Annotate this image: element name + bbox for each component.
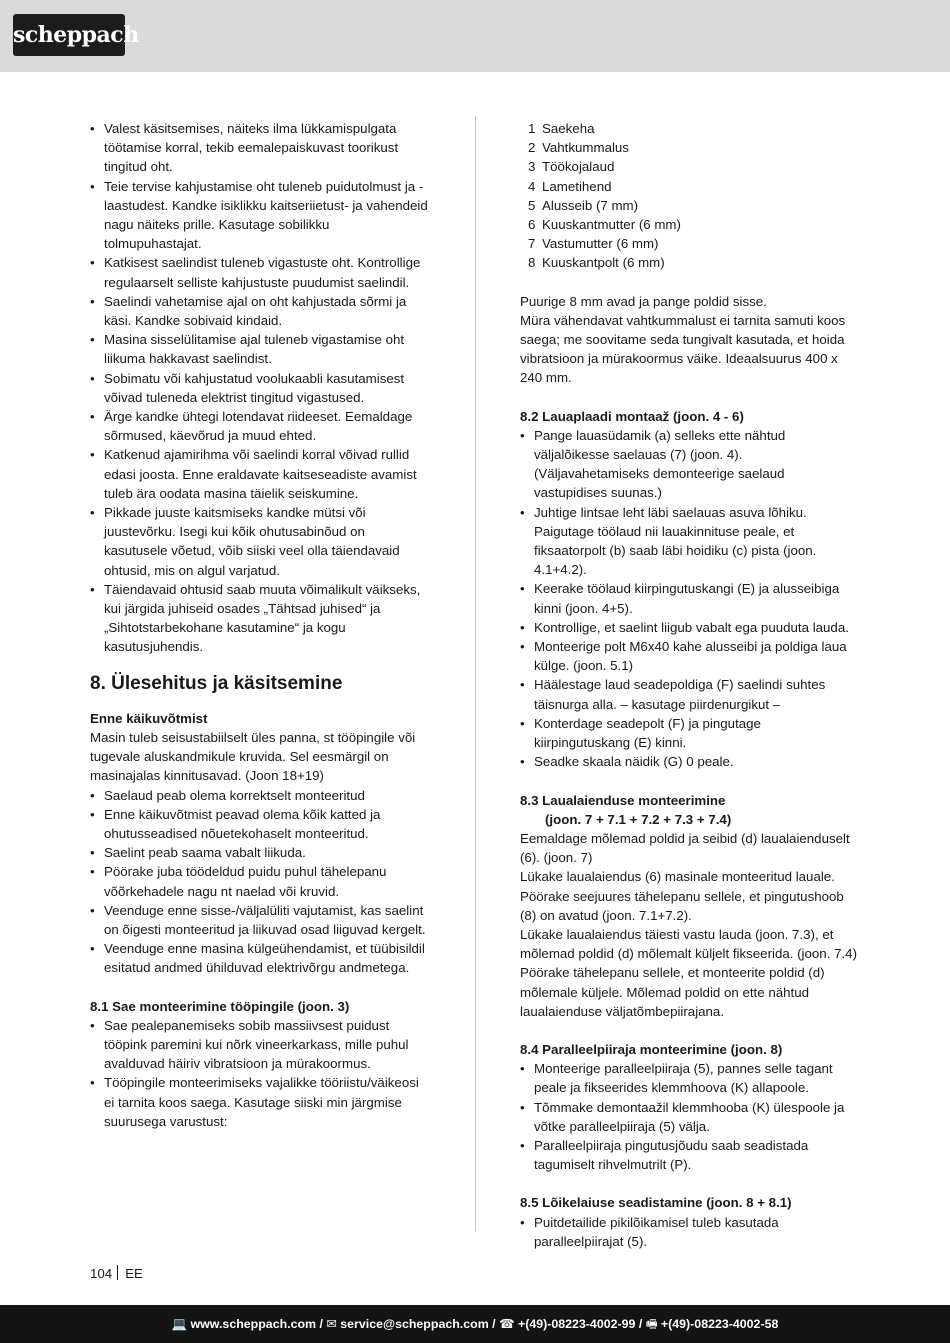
list-item: • Pöörake juba töödeldud puidu puhul tähelepanu võõrkehadele nagu nt naelad või kruvid. xyxy=(90,862,430,900)
list-item: • Katkenud ajamirihma või saelindi korral võivad rullid edasi joosta. Enne eraldavate kaitseseadiste avamist tuleb ära oodata masina täielik seiskumine. xyxy=(90,445,430,503)
list-item: • Monteerige paralleelpiiraja (5), pannes selle tagant peale ja fikseerides klemmhoova (K) allapoole. xyxy=(520,1059,860,1097)
phone-number: +(49)-08223-4002-99 / xyxy=(517,1317,643,1331)
website-link[interactable]: www.scheppach.com / xyxy=(190,1317,323,1331)
list-item: • Teie tervise kahjustamise oht tuleneb puidutolmust ja -laastudest. Kandke isiklikku kaitseriietust- ja vahendeid nagu näiteks prille. Kasutage sobilikku tolmupuhastajat. xyxy=(90,177,430,254)
list-item: • Katkisest saelindist tuleneb vigastuste oht. Kontrollige regulaarselt selliste kahjustuste puudumist saelindil. xyxy=(90,253,430,291)
fax-icon: 🖷 xyxy=(645,1317,658,1331)
paragraph: Puurige 8 mm avad ja pange poldid sisse. xyxy=(520,293,767,309)
list-item: • Keerake töölaud kiirpingutuskangi (E) ja alusseibiga kinni (joon. 4+5). xyxy=(520,579,860,617)
list-item: • Sobimatu või kahjustatud voolukaabli kasutamisest võivad tuleneda elektrist tingitud vigastused. xyxy=(90,369,430,407)
subsection-heading: 8.3 Laualaienduse monteerimine xyxy=(520,792,726,808)
list-item: • Puitdetailide pikilõikamisel tuleb kasutada paralleelpiirajat (5). xyxy=(520,1213,860,1251)
list-item: • Juhtige lintsae leht läbi saelauas asuva lõhiku. Paigutage töölaud nii lauakinnituse peale, et fiksaatorpolt (b) saab läbi hoidiku (c) pista (joon. 4.1+4.2). xyxy=(520,503,860,580)
list-item: • Paralleelpiiraja pingutusjõudu saab seadistada tagumiselt rihvelmutrilt (P). xyxy=(520,1136,860,1174)
page-number-value: 104 xyxy=(90,1266,113,1281)
subsection-heading: 8.4 Paralleelpiiraja monteerimine (joon. 8) xyxy=(520,1041,783,1057)
list-item: 7 Vastumutter (6 mm) xyxy=(528,236,659,252)
paragraph: Masin tuleb seisustabiilselt üles panna, st tööpingile või tugevale aluskandmikule kruvida. Sel eesmärgil on masinajalas kinnitusavad. (Joon 18+19) xyxy=(90,729,416,784)
list-item: • Sae pealepanemiseks sobib massiivsest puidust tööpink paremini kui nõrk vineerkarkass, mille puhul avalduvad häiriv vibratsioon ja mürakoormus. xyxy=(90,1016,430,1074)
language-code: EE xyxy=(125,1266,143,1281)
subsection-heading: 8.2 Lauaplaadi montaaž (joon. 4 - 6) xyxy=(520,408,744,424)
list-item: • Masina sisselülitamise ajal tuleneb vigastamise oht liikuma hakkavast saelindist. xyxy=(90,330,430,368)
mail-icon: ✉ xyxy=(326,1317,337,1331)
list-item: 6 Kuuskantmutter (6 mm) xyxy=(528,217,681,233)
table-mounting-bullet-list xyxy=(520,426,860,772)
left-column xyxy=(90,119,430,1131)
list-item: • Tööpingile monteerimiseks vajalikke tööriistu/väikeosi ei tarnita koos saega. Kasutage siiski min järgmise suurusega varustust: xyxy=(90,1073,430,1131)
column-divider xyxy=(475,116,476,1231)
commissioning-bullet-list xyxy=(90,786,430,978)
list-item: 4 Lametihend xyxy=(528,178,612,194)
fence-bullet-list xyxy=(520,1059,860,1174)
subsection-heading: 8.1 Sae monteerimine tööpingile (joon. 3) xyxy=(90,998,350,1014)
page-number-separator xyxy=(117,1265,118,1280)
paragraph: Lükake laualaiendus täiesti vastu lauda (joon. 7.3), et mõlemad poldid (d) mõlemalt küljelt fikseerida. (joon. 7.4) Pöörake tähelepanu sellele, et monteerite poldid (d) mõlemale küljele. Mõlemad poldid on ette nähtud laualaienduse väljatõmbepiirajana. xyxy=(520,926,857,1019)
list-item: • Tõmmake demontaažil klemmhooba (K) ülespoole ja võtke paralleelpiiraja (5) välja. xyxy=(520,1098,860,1136)
subsection-heading-continued: (joon. 7 + 7.1 + 7.2 + 7.3 + 7.4) xyxy=(545,811,732,827)
list-item: • Veenduge enne masina külgeühendamist, et tüübisildil esitatud andmed ühilduvad elektrivõrgu andmetega. xyxy=(90,939,430,977)
list-item: • Saelindi vahetamise ajal on oht kahjustada sõrmi ja käsi. Kandke sobivaid kindaid. xyxy=(90,292,430,330)
subsection-heading: 8.5 Lõikelaiuse seadistamine (joon. 8 + 8.1) xyxy=(520,1195,792,1211)
email-link[interactable]: service@scheppach.com / xyxy=(340,1317,496,1331)
page-number xyxy=(90,1265,143,1283)
list-item: • Saelaud peab olema korrektselt monteeritud xyxy=(90,786,430,805)
list-item: • Valest käsitsemises, näiteks ilma lükkamispulgata töötamise korral, tekib eemalepaiskuvast toorikust tingitud oht. xyxy=(90,119,430,177)
safety-bullet-list xyxy=(90,119,430,657)
fax-number: +(49)-08223-4002-58 xyxy=(660,1317,779,1331)
list-item: 5 Alusseib (7 mm) xyxy=(528,197,639,213)
list-item: • Häälestage laud seadepoldiga (F) saelindi suhtes täisnurga alla. – kasutage piirdenurgikut – xyxy=(520,675,860,713)
right-column xyxy=(520,119,860,1251)
cut-width-bullet-list xyxy=(520,1213,860,1251)
list-item: • Pange lauasüdamik (a) selleks ette nähtud väljalõikesse saelauas (7) (joon. 4). (Väljavahetamiseks demonteerige saelaud vastupidises suunas.) xyxy=(520,426,860,503)
list-item: • Enne käikuvõtmist peavad olema kõik katted ja ohutusseadised nõuetekohaselt monteeritud. xyxy=(90,805,430,843)
computer-icon: 💻 xyxy=(171,1317,188,1331)
parts-list xyxy=(528,119,860,273)
paragraph: Eemaldage mõlemad poldid ja seibid (d) laualaienduselt (6). (joon. 7) xyxy=(520,830,850,866)
list-item: 3 Töökojalaud xyxy=(528,159,615,175)
list-item: • Seadke skaala näidik (G) 0 peale. xyxy=(520,752,860,771)
list-item: 1 Saekeha xyxy=(528,121,595,136)
list-item: • Veenduge enne sisse-/väljalüliti vajutamist, kas saelint on õigesti monteeritud ja liikuvad osad liiguvad kergelt. xyxy=(90,901,430,939)
scheppach-logo: scheppach xyxy=(13,14,125,56)
paragraph: Müra vähendavat vahtkummalust ei tarnita samuti koos saega; me soovitame seda tungivalt kasutada, et hoida vibratsioon ja mürakoormus väike. Ideaalsuurus 400 x 240 mm. xyxy=(520,312,846,386)
page-header xyxy=(0,0,950,72)
list-item: 8 Kuuskantpolt (6 mm) xyxy=(528,255,665,271)
paragraph: Lükake laualaiendus (6) masinale monteeritud lauale. Pöörake seejuures tähelepanu sellele, et pingutushoob (8) on avatud (joon. 7.1+7.2). xyxy=(520,869,844,923)
phone-icon: ☎ xyxy=(499,1317,515,1331)
list-item: • Pikkade juuste kaitsmiseks kandke mütsi või juustevõrku. Isegi kui kõik ohutusabinõud on kasutusele võetud, võib siiski veel olla täiendavaid ohtusid, mis on algul varjatud. xyxy=(90,503,430,580)
list-item: • Täiendavaid ohtusid saab muuta võimalikult väikseks, kui järgida juhiseid osades „Tähtsad juhised“ ja „Sihtotstarbekohane kasutamine“ ja kogu kasutusjuhendis. xyxy=(90,580,430,657)
list-item: • Monteerige polt M6x40 kahe alusseibi ja poldiga laua külge. (joon. 5.1) xyxy=(520,637,860,675)
section-heading: 8. Ülesehitus ja käsitsemine xyxy=(90,672,343,694)
list-item: 2 Vahtkummalus xyxy=(528,140,629,156)
mounting-bullet-list xyxy=(90,1016,430,1131)
contact-footer xyxy=(0,1305,950,1343)
list-item: • Konterdage seadepolt (F) ja pingutage kiirpingutuskang (E) kinni. xyxy=(520,714,860,752)
subsection-heading: Enne käikuvõtmist xyxy=(90,710,208,726)
list-item: • Kontrollige, et saelint liigub vabalt ega puuduta lauda. xyxy=(520,618,860,637)
list-item: • Ärge kandke ühtegi lotendavat riideeset. Eemaldage sõrmused, käevõrud ja muud ehted. xyxy=(90,407,430,445)
list-item: • Saelint peab saama vabalt liikuda. xyxy=(90,843,430,862)
